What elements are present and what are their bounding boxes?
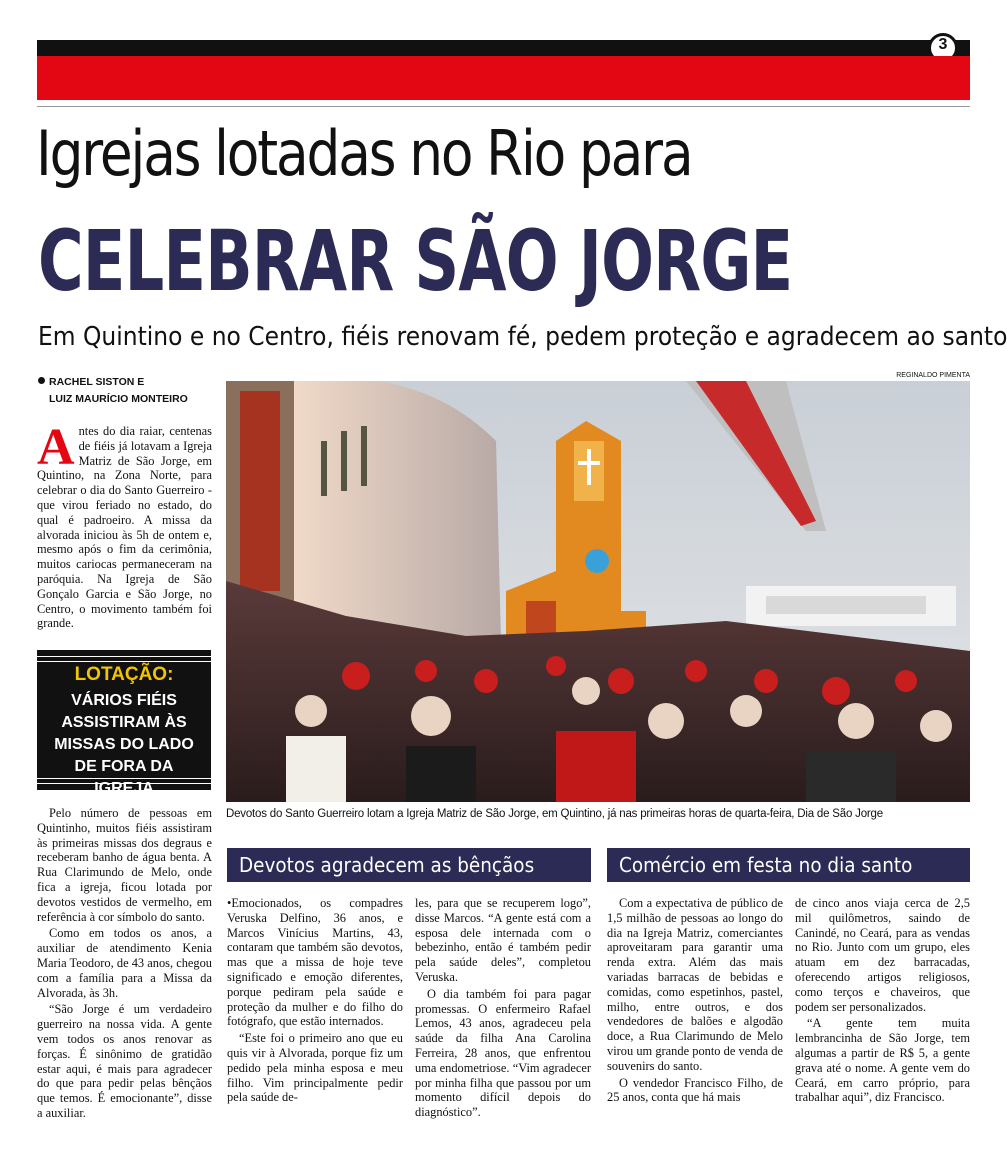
callout-top-rule	[37, 656, 211, 662]
page-number: 3	[928, 33, 958, 63]
headline-line1: Igrejas lotadas no Rio para	[36, 117, 692, 190]
section-bar	[37, 56, 970, 152]
photo-caption: Devotos do Santo Guerreiro lotam a Igreja Matriz de São Jorge, em Quintino, já nas primeiras horas de quarta-feira, Dia de São Jorge	[226, 808, 883, 820]
byline-author-2: LUIZ MAURÍCIO MONTEIRO	[49, 393, 188, 405]
section-heading-text: Comércio em festa no dia santo	[619, 853, 913, 877]
bullet-icon	[38, 377, 45, 384]
paragraph: O vendedor Francisco Filho, de 25 anos, conta que há mais	[607, 1075, 783, 1105]
paragraph: les, para que se recuperem logo”, disse Marcos. “A gente está com a esposa dele internada com o bebezinho, então é também pedir pela saúde deles”, completou Veruska.	[415, 896, 591, 984]
paragraph: Pelo número de pessoas em Quintinho, muitos fiéis assistiram às primeiras missas dos degraus e receberam banho de água benta. A Rua Clarimundo de Melo, onde fica a igreja, ficou lotada por devotos vestidos de vermelho, em referência à cor símbolo do santo.	[37, 806, 212, 924]
lead-text: ntes do dia raiar, centenas de fiéis já lotavam a Igreja Matriz de São Jorge, em Quintino, na Zona Norte, para celebrar o dia do Santo Guerreiro - que virou feriado no estado, do qual é padroeiro. A missa da alvorada iniciou às 5h de ontem e, mesmo após o fim da cerimônia, muitos cariocas permaneceram na paróquia. Na Igreja de São Gonçalo Garcia e São Jorge, no Centro, o movimento também foi grande.	[37, 424, 212, 631]
paragraph: “A gente tem muita lembrancinha de São Jorge, tem algumas a partir de R$ 5, a gente grava até o nome. A gente vem do Ceará, em carro próprio, para trabalhar aqui”, diz Francisco.	[795, 1016, 970, 1105]
paragraph: Com a expectativa de público de 1,5 milhão de pessoas ao longo do dia na Igreja Matriz, comerciantes aproveitaram para garantir uma renda extra. Além das mais variadas barracas de bebidas e comidas, como espetinhos, pastel, milho, entre outros, e dos vendedores de balões e algodão doce, a Rua Clarimundo de Melo virou um grande ponto de venda de souvenirs do santo.	[607, 896, 783, 1073]
drop-cap: A	[37, 419, 75, 476]
top-bar	[37, 40, 970, 56]
paragraph: “São Jorge é um verdadeiro guerreiro na nossa vida. A gente vem todos os anos renovar as forças. É sinônimo de gratidão estar aqui, é mais para agradecer do que para pedir pelas bênçãos que temos. É emocionante”, disse a auxiliar.	[37, 1002, 212, 1120]
callout-bottom-rule	[37, 778, 211, 784]
section-title: GERAL	[797, 116, 914, 152]
header-rule	[37, 106, 970, 107]
body-column-5	[795, 896, 970, 1107]
body-column-3	[415, 896, 591, 1122]
photo-credit: REGINALDO PIMENTA	[896, 372, 970, 379]
byline-author-1: RACHEL SISTON E	[49, 376, 145, 388]
paragraph: de cinco anos viaja cerca de 2,5 mil quilômetros, saindo de Canindé, no Ceará, para as vendas no Rio. Junto com um grupo, eles atuam em dez barracadas, oferecendo artigos religiosos, como terços e chaveiros, que podem ser personalizados.	[795, 896, 970, 1014]
body-column-1	[37, 806, 212, 1123]
church-crowd-photo	[226, 381, 970, 802]
section-heading-comercio	[607, 848, 970, 882]
section-heading-text: Devotos agradecem as bênçãos	[239, 853, 535, 877]
paragraph: O dia também foi para pagar promessas. O enfermeiro Rafael Lemos, 43 anos, agradeceu pela saúde da filha Ana Carolina Ferreira, 28 anos, que enfrentou uma endometriose. “Vim agradecer por minha filha que passou por um momento difícil depois do diagnóstico”.	[415, 986, 591, 1120]
body-column-2	[227, 896, 403, 1107]
callout-text: VÁRIOS FIÉIS ASSISTIRAM ÀS MISSAS DO LADO DE FORA DA IGREJA	[54, 692, 194, 797]
section-heading-devotos	[227, 848, 591, 882]
body-column-4	[607, 896, 783, 1107]
callout-label: LOTAÇÃO:	[74, 664, 174, 685]
paragraph: Como em todos os anos, a auxiliar de atendimento Kenia Maria Teodoro, de 43 anos, chegou com a família para a Missa da Alvorada, às 3h.	[37, 926, 212, 1000]
paragraph: •Emocionados, os compadres Veruska Delfino, 36 anos, e Marcos Vinícius Martins, 43, contaram que também são devotos, mas que a missa de hoje teve significado e emoção diferentes, porque pediram pela saúde e proteção da mulher e do filho do fotógrafo, que estão internados.	[227, 896, 403, 1029]
callout-box	[37, 650, 211, 797]
headline-line2: CELEBRAR SÃO JORGE	[38, 212, 793, 310]
lead-paragraph	[37, 419, 212, 631]
subheadline: Em Quintino e no Centro, fiéis renovam fé, pedem proteção e agradecem ao santo	[38, 322, 1007, 352]
byline	[38, 374, 188, 408]
paragraph: “Este foi o primeiro ano que eu quis vir à Alvorada, porque fiz um pedido pela minha esposa e meu filho. Vim principalmente pedir pela saúde de-	[227, 1031, 403, 1105]
